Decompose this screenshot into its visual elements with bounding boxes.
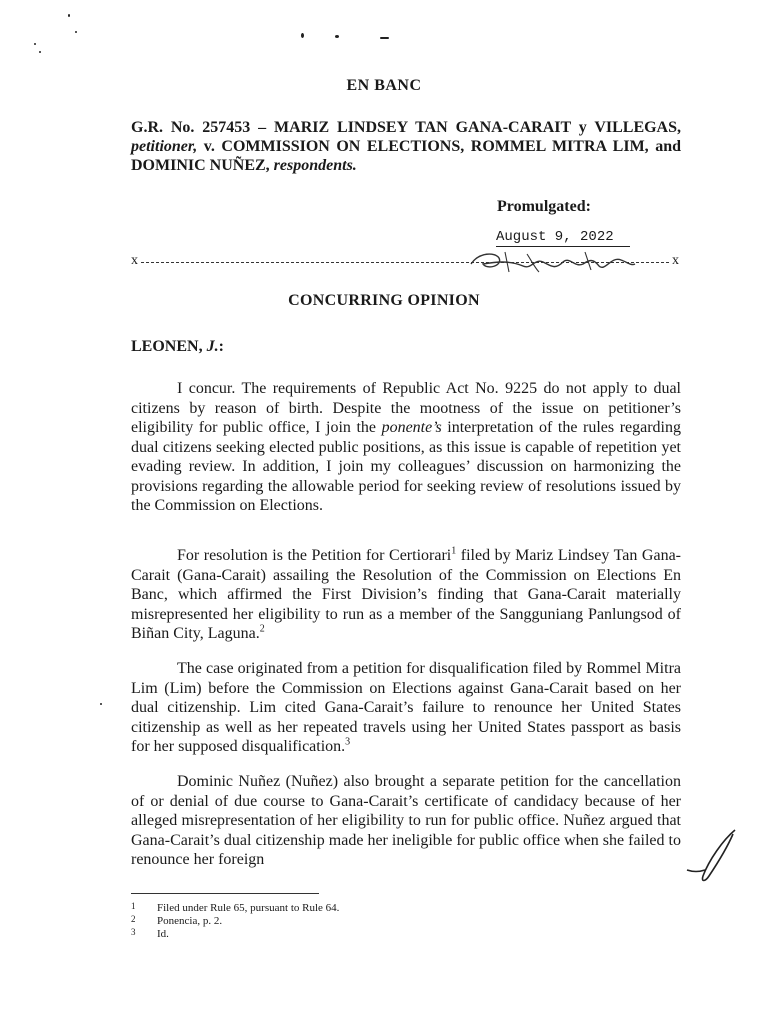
paragraph-2-text-a: For resolution is the Petition for Certiorari [177,547,452,564]
footnote-3 [131,926,169,941]
paragraph-2-text-b: filed by Mariz Lindsey Tan Gana-Carait (Gana-Carait) assailing the Resolution of the Commission on Elections En Banc, which affirmed the First Division’s finding that Gana-Carait materially misrepresented her eligibility to run as a member of the Sangguniang Panlungsod of Biñan City, Laguna. [131,547,681,642]
footnote-3-number: 3 [131,927,136,937]
paragraph-1-text-b: interpretation of the rules regarding dual citizens seeking elected public positions, as this issue is capable of repetition yet evading review. In addition, I join my colleagues’ discussion on harmonizing the provisions regarding the allowable period for seeking review of resolutions issued by the Commission on Elections. [131,419,681,514]
judge-colon: : [218,338,224,355]
footnote-ref-3: 3 [345,736,351,748]
scan-speck [380,37,389,39]
paragraph-1-text-a: I concur. The requirements of Republic Act No. 9225 do not apply to dual citizens by reason of birth. Despite the mootness of the issue on petitioner’s eligibility for public office, I join the [131,380,681,436]
footnote-rule [131,893,319,894]
scan-speck [301,33,304,38]
scan-speck [68,14,70,17]
paragraph-3-text: The case originated from a petition for disqualification filed by Rommel Mitra Lim (Lim) before the Commission on Elections against Gana-Carait based on her dual citizenship. Lim cited Gana-Carait’s failure to renounce her United States citizenship as well as her repeated travels using her United States passport as basis for her supposed disqualification. [131,660,681,755]
footnote-1-number: 1 [131,901,136,911]
footnote-2-number: 2 [131,914,136,924]
scan-speck [39,51,41,53]
judge-name [131,338,224,356]
respondent-role: respondents. [273,157,357,174]
court-heading: EN BANC [346,77,422,94]
footnote-2-text: Ponencia, p. 2. [157,915,223,927]
paragraph-2 [131,546,681,644]
scan-speck [100,703,102,705]
versus: v. [203,138,215,155]
paragraph-4: Dominic Nuñez (Nuñez) also brought a separate petition for the cancellation of or denial of due course to Gana-Carait’s certificate of candidacy because of her alleged misrepresentation of her eligibility to run for public office. Nuñez argued that Gana-Carait’s dual citizenship made her ineligible for public office when she failed to renounce her foreign [131,773,681,868]
judge-surname: LEONEN, [131,338,203,355]
footnote-3-text: Id. [157,928,169,940]
ponente-term: ponente’s [381,419,442,436]
paragraph-3 [131,659,681,757]
scan-speck [335,35,339,38]
petitioner-name: MARIZ LINDSEY TAN GANA-CARAIT y VILLEGAS, [274,119,682,136]
footnote-1-text: Filed under Rule 65, pursuant to Rule 64. [157,902,340,914]
opinion-title: CONCURRING OPINION [288,292,480,309]
separator-left-x: x [131,253,138,268]
case-caption [131,118,681,175]
promulgation-date: August 9, 2022 [496,229,630,247]
paragraph-1 [131,379,681,516]
judge-title: J. [206,338,219,355]
footnote-ref-2: 2 [259,623,265,635]
separator-right-x: x [672,253,679,268]
gr-number: G.R. No. 257453 [131,119,251,136]
promulgated-label: Promulgated: [497,198,591,215]
caption-dash: – [250,119,275,136]
petitioner-role: petitioner, [131,138,198,155]
scan-speck [34,43,36,45]
respondent-names: COMMISSION ON ELECTIONS, ROMMEL MITRA LIM, and DOMINIC NUÑEZ, [131,138,681,174]
footnote-ref-1: 1 [451,545,457,557]
clerk-signature [465,244,640,278]
handwritten-initial [683,826,743,884]
scan-speck [75,31,77,33]
